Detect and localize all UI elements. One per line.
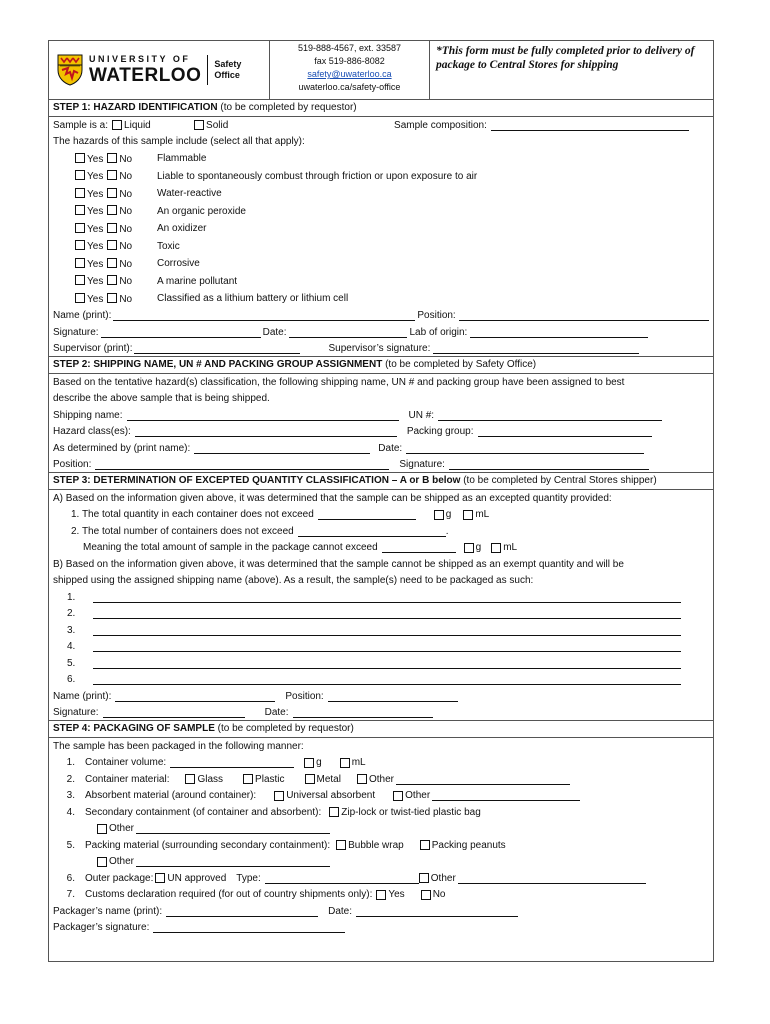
packing-peanuts-label: Packing peanuts xyxy=(431,839,506,851)
step4-item-4-other xyxy=(49,821,713,838)
step3-b-intro-text-2: shipped using the assigned shipping name (above). As a result, the sample(s) need to be packaged as such: xyxy=(53,575,534,587)
hazard-no-label: No xyxy=(119,276,133,288)
hazard-row xyxy=(49,150,713,168)
step3-name-field[interactable] xyxy=(115,691,275,702)
customs-no-label: No xyxy=(432,889,446,901)
hazards-intro-text: The hazards of this sample include (select all that apply): xyxy=(53,136,305,148)
step4-intro-text: The sample has been packaged in the following manner: xyxy=(53,740,304,752)
universal-absorbent-checkbox[interactable] xyxy=(274,791,284,801)
office-label-2: Office xyxy=(214,70,240,80)
step4-item-5-other xyxy=(49,854,713,871)
step3-name-row xyxy=(49,688,713,705)
solid-label: Solid xyxy=(206,119,229,131)
hazard-row xyxy=(49,168,713,186)
hazard-yes-checkbox[interactable] xyxy=(75,240,85,250)
step4-item-4 xyxy=(49,804,713,821)
step3-a2-row: 2. The total number of containers does not exceed . xyxy=(71,525,449,537)
hazard-class-row xyxy=(49,424,713,441)
composition-field[interactable] xyxy=(491,120,689,131)
packing-group-label: Packing group: xyxy=(406,426,474,438)
step3-meaning-row xyxy=(49,540,713,557)
step3-date-field[interactable] xyxy=(293,707,433,718)
b-list-item xyxy=(49,655,713,672)
step2-signature-label: Signature: xyxy=(399,459,445,471)
hazard-yes-label: Yes xyxy=(87,276,104,288)
step2-position-row xyxy=(49,457,713,474)
supervisor-print-field[interactable] xyxy=(134,343,300,354)
step4-title: STEP 4: PACKAGING OF SAMPLE xyxy=(53,723,215,734)
step3-name-label: Name (print): xyxy=(53,690,112,702)
packing-peanuts-checkbox[interactable] xyxy=(420,840,430,850)
b-item-field[interactable] xyxy=(93,658,681,669)
meaning-g-label: g xyxy=(475,542,482,554)
signature-field[interactable] xyxy=(101,327,261,338)
step2-title: STEP 2: SHIPPING NAME, UN # AND PACKING GROUP ASSIGNMENT xyxy=(53,359,383,370)
b-item-number: 6. xyxy=(67,674,76,686)
step2-position-field[interactable] xyxy=(95,459,389,470)
position-label: Position: xyxy=(417,310,456,322)
packager-name-label: Packager’s name (print): xyxy=(53,905,163,917)
determined-by-field[interactable] xyxy=(194,443,370,454)
a1-g-label: g xyxy=(445,509,452,521)
hazard-no-checkbox[interactable] xyxy=(107,205,117,215)
hazard-no-label: No xyxy=(119,206,133,218)
hazard-label: Classified as a lithium battery or lithium cell xyxy=(157,293,349,305)
hazard-yes-checkbox[interactable] xyxy=(75,205,85,215)
hazard-no-label: No xyxy=(119,258,133,270)
b-item-field[interactable] xyxy=(93,674,681,685)
supervisor-signature-field[interactable] xyxy=(433,343,639,354)
step2-intro-2 xyxy=(49,391,713,408)
outer-package-label: Outer package: xyxy=(85,872,154,884)
containment-other-field[interactable] xyxy=(136,823,330,834)
b-packaging-list xyxy=(49,589,713,688)
email-link[interactable]: safety@uwaterloo.ca xyxy=(307,69,392,79)
logo-divider xyxy=(207,55,208,85)
item3-number: 3. xyxy=(66,790,75,802)
hazard-label: Water-reactive xyxy=(157,188,222,200)
step2-header xyxy=(49,356,713,374)
customs-yes-label: Yes xyxy=(388,889,405,901)
hazard-row xyxy=(49,290,713,308)
hazard-yes-label: Yes xyxy=(87,206,104,218)
b-item-number: 5. xyxy=(67,657,76,669)
item6-number: 6. xyxy=(66,872,75,884)
outer-other-label: Other xyxy=(430,872,456,884)
composition-label: Sample composition: xyxy=(394,119,487,131)
b-list-item xyxy=(49,606,713,623)
b-item-number: 1. xyxy=(67,591,76,603)
step2-position-label: Position: xyxy=(53,459,92,471)
step1-name-row xyxy=(49,308,713,325)
step1-title: STEP 1: HAZARD IDENTIFICATION xyxy=(53,102,218,113)
determined-by-label: As determined by (print name): xyxy=(53,442,191,454)
step3-signature-field[interactable] xyxy=(103,707,245,718)
packager-signature-row xyxy=(49,920,713,937)
ziplock-checkbox[interactable] xyxy=(329,807,339,817)
step3-signature-row xyxy=(49,705,713,722)
b-item-number: 2. xyxy=(67,608,76,620)
packing-other-checkbox[interactable] xyxy=(97,857,107,867)
hazard-no-checkbox[interactable] xyxy=(107,275,117,285)
item7-number: 7. xyxy=(66,889,75,901)
volume-g-label: g xyxy=(316,757,322,769)
position-field[interactable] xyxy=(459,310,709,321)
b-item-field[interactable] xyxy=(93,625,681,636)
volume-ml-label: mL xyxy=(351,757,366,769)
packager-signature-label: Packager’s signature: xyxy=(53,922,150,934)
hazard-yes-label: Yes xyxy=(87,293,104,305)
material-other-field[interactable] xyxy=(396,774,570,785)
delivery-notice: *This form must be fully completed prior to delivery of package to Central Stores for shipping xyxy=(436,45,695,71)
step4-item-6 xyxy=(49,870,713,887)
step4-item-3 xyxy=(49,788,713,805)
form-header xyxy=(49,41,713,100)
hazard-list xyxy=(49,150,713,308)
hazard-yes-label: Yes xyxy=(87,223,104,235)
step3-b-intro-2 xyxy=(49,573,713,590)
supervisor-print-label: Supervisor (print): xyxy=(53,343,133,355)
safety-form xyxy=(48,40,714,962)
hazard-no-label: No xyxy=(119,153,133,165)
step4-item-1 xyxy=(49,755,713,772)
hazard-label: Corrosive xyxy=(157,258,200,270)
packing-other-label: Other xyxy=(109,856,135,868)
packager-date-field[interactable] xyxy=(356,906,518,917)
phone-text: 519-888-4567, ext. 33587 xyxy=(297,43,402,53)
customs-no-checkbox[interactable] xyxy=(421,890,431,900)
item1-number: 1. xyxy=(66,757,75,769)
hazard-yes-label: Yes xyxy=(87,171,104,183)
hazard-no-checkbox[interactable] xyxy=(107,188,117,198)
office-label-1: Safety xyxy=(214,59,242,70)
a2-label: 2. The total number of containers does not exceed xyxy=(71,525,294,537)
step4-item-2 xyxy=(49,771,713,788)
step1-supervisor-row xyxy=(49,341,713,358)
meaning-g-checkbox[interactable] xyxy=(464,543,474,553)
b-list-item xyxy=(49,672,713,689)
step3-position-field[interactable] xyxy=(328,691,458,702)
b-item-number: 3. xyxy=(67,624,76,636)
b-list-item xyxy=(49,589,713,606)
hazard-no-checkbox[interactable] xyxy=(107,223,117,233)
step1-subtitle: (to be completed by requestor) xyxy=(217,102,357,113)
hazard-row xyxy=(49,255,713,273)
customs-label: Customs declaration required (for out of country shipments only): xyxy=(85,889,373,901)
step3-a-intro-text: A) Based on the information given above, it was determined that the sample can be shipped as an excepted quantity provided: xyxy=(53,492,612,504)
hazard-label: An organic peroxide xyxy=(157,205,246,217)
logo-block xyxy=(49,41,270,99)
hazard-yes-label: Yes xyxy=(87,188,104,200)
un-label: UN #: xyxy=(408,409,435,421)
hazard-class-label: Hazard class(es): xyxy=(53,426,131,438)
universal-absorbent-label: Universal absorbent xyxy=(286,790,376,802)
contact-block xyxy=(270,41,430,99)
container-material-label: Container material: xyxy=(85,773,170,785)
step3-b-intro-text-1: B) Based on the information given above, it was determined that the sample cannot be shipped as an exempt quantity and will be xyxy=(53,558,624,570)
hazard-no-label: No xyxy=(119,223,133,235)
metal-label: Metal xyxy=(316,773,341,785)
step3-position-label: Position: xyxy=(285,690,324,702)
step2-date-label: Date: xyxy=(378,442,403,454)
step3-subtitle: (to be completed by Central Stores shipper) xyxy=(460,475,657,486)
absorbent-other-field[interactable] xyxy=(432,790,580,801)
shipping-name-row xyxy=(49,407,713,424)
meaning-ml-checkbox[interactable] xyxy=(491,543,501,553)
hazard-yes-checkbox[interactable] xyxy=(75,275,85,285)
university-crest-icon xyxy=(57,54,83,86)
name-print-field[interactable] xyxy=(113,310,415,321)
sample-is-label: Sample is a: xyxy=(53,119,109,131)
date-label: Date: xyxy=(262,326,287,338)
hazard-no-checkbox[interactable] xyxy=(107,170,117,180)
lab-origin-field[interactable] xyxy=(470,327,648,338)
step2-intro-text-2: describe the above sample that is being shipped. xyxy=(53,393,270,405)
website-text: uwaterloo.ca/safety-office xyxy=(298,82,401,92)
fax-text: fax 519-886-8082 xyxy=(314,56,385,66)
hazard-yes-checkbox[interactable] xyxy=(75,293,85,303)
outer-other-field[interactable] xyxy=(458,873,646,884)
hazard-yes-checkbox[interactable] xyxy=(75,170,85,180)
liquid-checkbox[interactable] xyxy=(112,120,122,130)
hazard-no-label: No xyxy=(119,171,133,183)
solid-checkbox[interactable] xyxy=(194,120,204,130)
hazard-row xyxy=(49,273,713,291)
volume-g-checkbox[interactable] xyxy=(304,758,314,768)
hazard-yes-label: Yes xyxy=(87,241,104,253)
absorbent-label: Absorbent material (around container): xyxy=(85,790,257,802)
step4-intro xyxy=(49,738,713,755)
hazard-row xyxy=(49,203,713,221)
step3-title: STEP 3: DETERMINATION OF EXCEPTED QUANTITY CLASSIFICATION – A or B below xyxy=(53,475,461,486)
hazards-intro xyxy=(49,134,713,151)
un-field[interactable] xyxy=(438,410,662,421)
university-bottom-text: WATERLOO xyxy=(89,65,202,86)
supervisor-signature-label: Supervisor’s signature: xyxy=(328,343,431,355)
item4-number: 4. xyxy=(66,806,75,818)
a1-label: 1. The total quantity in each container does not exceed xyxy=(71,509,314,521)
secondary-containment-label: Secondary containment (of container and absorbent): xyxy=(85,806,322,818)
b-item-field[interactable] xyxy=(93,641,681,652)
determined-by-row xyxy=(49,440,713,457)
hazard-row xyxy=(49,238,713,256)
a2-containers-field[interactable] xyxy=(298,526,446,537)
hazard-yes-checkbox[interactable] xyxy=(75,153,85,163)
step2-signature-field[interactable] xyxy=(449,459,649,470)
shipping-name-field[interactable] xyxy=(127,410,399,421)
lab-origin-label: Lab of origin: xyxy=(409,326,468,338)
ziplock-label: Zip-lock or twist-tied plastic bag xyxy=(341,806,481,818)
step4-header xyxy=(49,720,713,738)
bubble-wrap-checkbox[interactable] xyxy=(336,840,346,850)
step1-signature-row xyxy=(49,324,713,341)
step2-intro-1 xyxy=(49,374,713,391)
packager-name-field[interactable] xyxy=(166,906,318,917)
material-other-checkbox[interactable] xyxy=(357,774,367,784)
glass-checkbox[interactable] xyxy=(185,774,195,784)
meaning-ml-label: mL xyxy=(503,542,518,554)
step3-a1-row xyxy=(49,507,713,524)
hazard-no-checkbox[interactable] xyxy=(107,258,117,268)
meaning-amount-field[interactable] xyxy=(382,542,456,553)
plastic-label: Plastic xyxy=(255,773,285,785)
packing-other-field[interactable] xyxy=(136,856,330,867)
university-top-text: UNIVERSITY OF xyxy=(89,54,191,64)
volume-ml-checkbox[interactable] xyxy=(340,758,350,768)
a1-ml-label: mL xyxy=(475,509,490,521)
step4-item-7 xyxy=(49,887,713,904)
a1-quantity-field[interactable] xyxy=(318,509,416,520)
hazard-yes-label: Yes xyxy=(87,153,104,165)
shipping-name-label: Shipping name: xyxy=(53,409,123,421)
hazard-label: Liable to spontaneously combust through friction or upon exposure to air xyxy=(157,170,478,182)
step4-subtitle: (to be completed by requestor) xyxy=(214,723,354,734)
hazard-label: Flammable xyxy=(157,153,207,165)
containment-other-label: Other xyxy=(109,823,135,835)
hazard-no-label: No xyxy=(119,241,133,253)
step2-subtitle: (to be completed by Safety Office) xyxy=(382,359,537,370)
b-item-field[interactable] xyxy=(93,592,681,603)
packager-signature-field[interactable] xyxy=(153,922,345,933)
step3-b-intro-1 xyxy=(49,556,713,573)
item5-number: 5. xyxy=(66,839,75,851)
item2-number: 2. xyxy=(66,773,75,785)
hazard-label: Toxic xyxy=(157,240,180,252)
hazard-no-checkbox[interactable] xyxy=(107,240,117,250)
hazard-yes-checkbox[interactable] xyxy=(75,188,85,198)
un-approved-label: UN approved xyxy=(167,872,227,884)
meaning-label: Meaning the total amount of sample in the package cannot exceed xyxy=(83,542,378,554)
absorbent-other-label: Other xyxy=(405,790,431,802)
container-volume-field[interactable] xyxy=(170,757,294,768)
un-approved-checkbox[interactable] xyxy=(155,873,165,883)
container-volume-label: Container volume: xyxy=(85,757,167,769)
step3-signature-label: Signature: xyxy=(53,707,99,719)
name-print-label: Name (print): xyxy=(53,310,112,322)
metal-checkbox[interactable] xyxy=(305,774,315,784)
b-item-field[interactable] xyxy=(93,608,681,619)
hazard-row xyxy=(49,220,713,238)
signature-label: Signature: xyxy=(53,326,99,338)
step3-header xyxy=(49,472,713,490)
step4-item-5 xyxy=(49,837,713,854)
plastic-checkbox[interactable] xyxy=(243,774,253,784)
a1-g-checkbox[interactable] xyxy=(434,510,444,520)
packing-material-label: Packing material (surrounding secondary containment): xyxy=(85,839,331,851)
liquid-label: Liquid xyxy=(124,119,151,131)
packager-name-row xyxy=(49,903,713,920)
hazard-label: A marine pollutant xyxy=(157,275,238,287)
type-label: Type: xyxy=(236,872,261,884)
hazard-no-checkbox[interactable] xyxy=(107,153,117,163)
customs-yes-checkbox[interactable] xyxy=(376,890,386,900)
glass-label: Glass xyxy=(197,773,224,785)
hazard-class-field[interactable] xyxy=(135,426,397,437)
hazard-no-label: No xyxy=(119,188,133,200)
a1-ml-checkbox[interactable] xyxy=(463,510,473,520)
hazard-yes-label: Yes xyxy=(87,258,104,270)
packager-date-label: Date: xyxy=(328,905,353,917)
step2-intro-text-1: Based on the tentative hazard(s) classification, the following shipping name, UN # and packing group have been assigned to best xyxy=(53,376,625,388)
hazard-no-label: No xyxy=(119,293,133,305)
step3-date-label: Date: xyxy=(264,707,289,719)
packing-group-field[interactable] xyxy=(478,426,652,437)
absorbent-other-checkbox[interactable] xyxy=(393,791,403,801)
hazard-label: An oxidizer xyxy=(157,223,207,235)
step3-a-intro xyxy=(49,490,713,507)
containment-other-checkbox[interactable] xyxy=(97,824,107,834)
outer-other-checkbox[interactable] xyxy=(419,873,429,883)
b-list-item xyxy=(49,622,713,639)
hazard-no-checkbox[interactable] xyxy=(107,293,117,303)
hazard-yes-checkbox[interactable] xyxy=(75,258,85,268)
sample-type-row xyxy=(49,117,713,134)
b-list-item xyxy=(49,639,713,656)
date-field[interactable] xyxy=(289,327,407,338)
hazard-yes-checkbox[interactable] xyxy=(75,223,85,233)
b-item-number: 4. xyxy=(67,641,76,653)
step2-date-field[interactable] xyxy=(406,443,644,454)
step1-header xyxy=(49,99,713,117)
type-field[interactable] xyxy=(265,873,419,884)
bubble-wrap-label: Bubble wrap xyxy=(348,839,404,851)
hazard-row xyxy=(49,185,713,203)
material-other-label: Other xyxy=(368,773,394,785)
